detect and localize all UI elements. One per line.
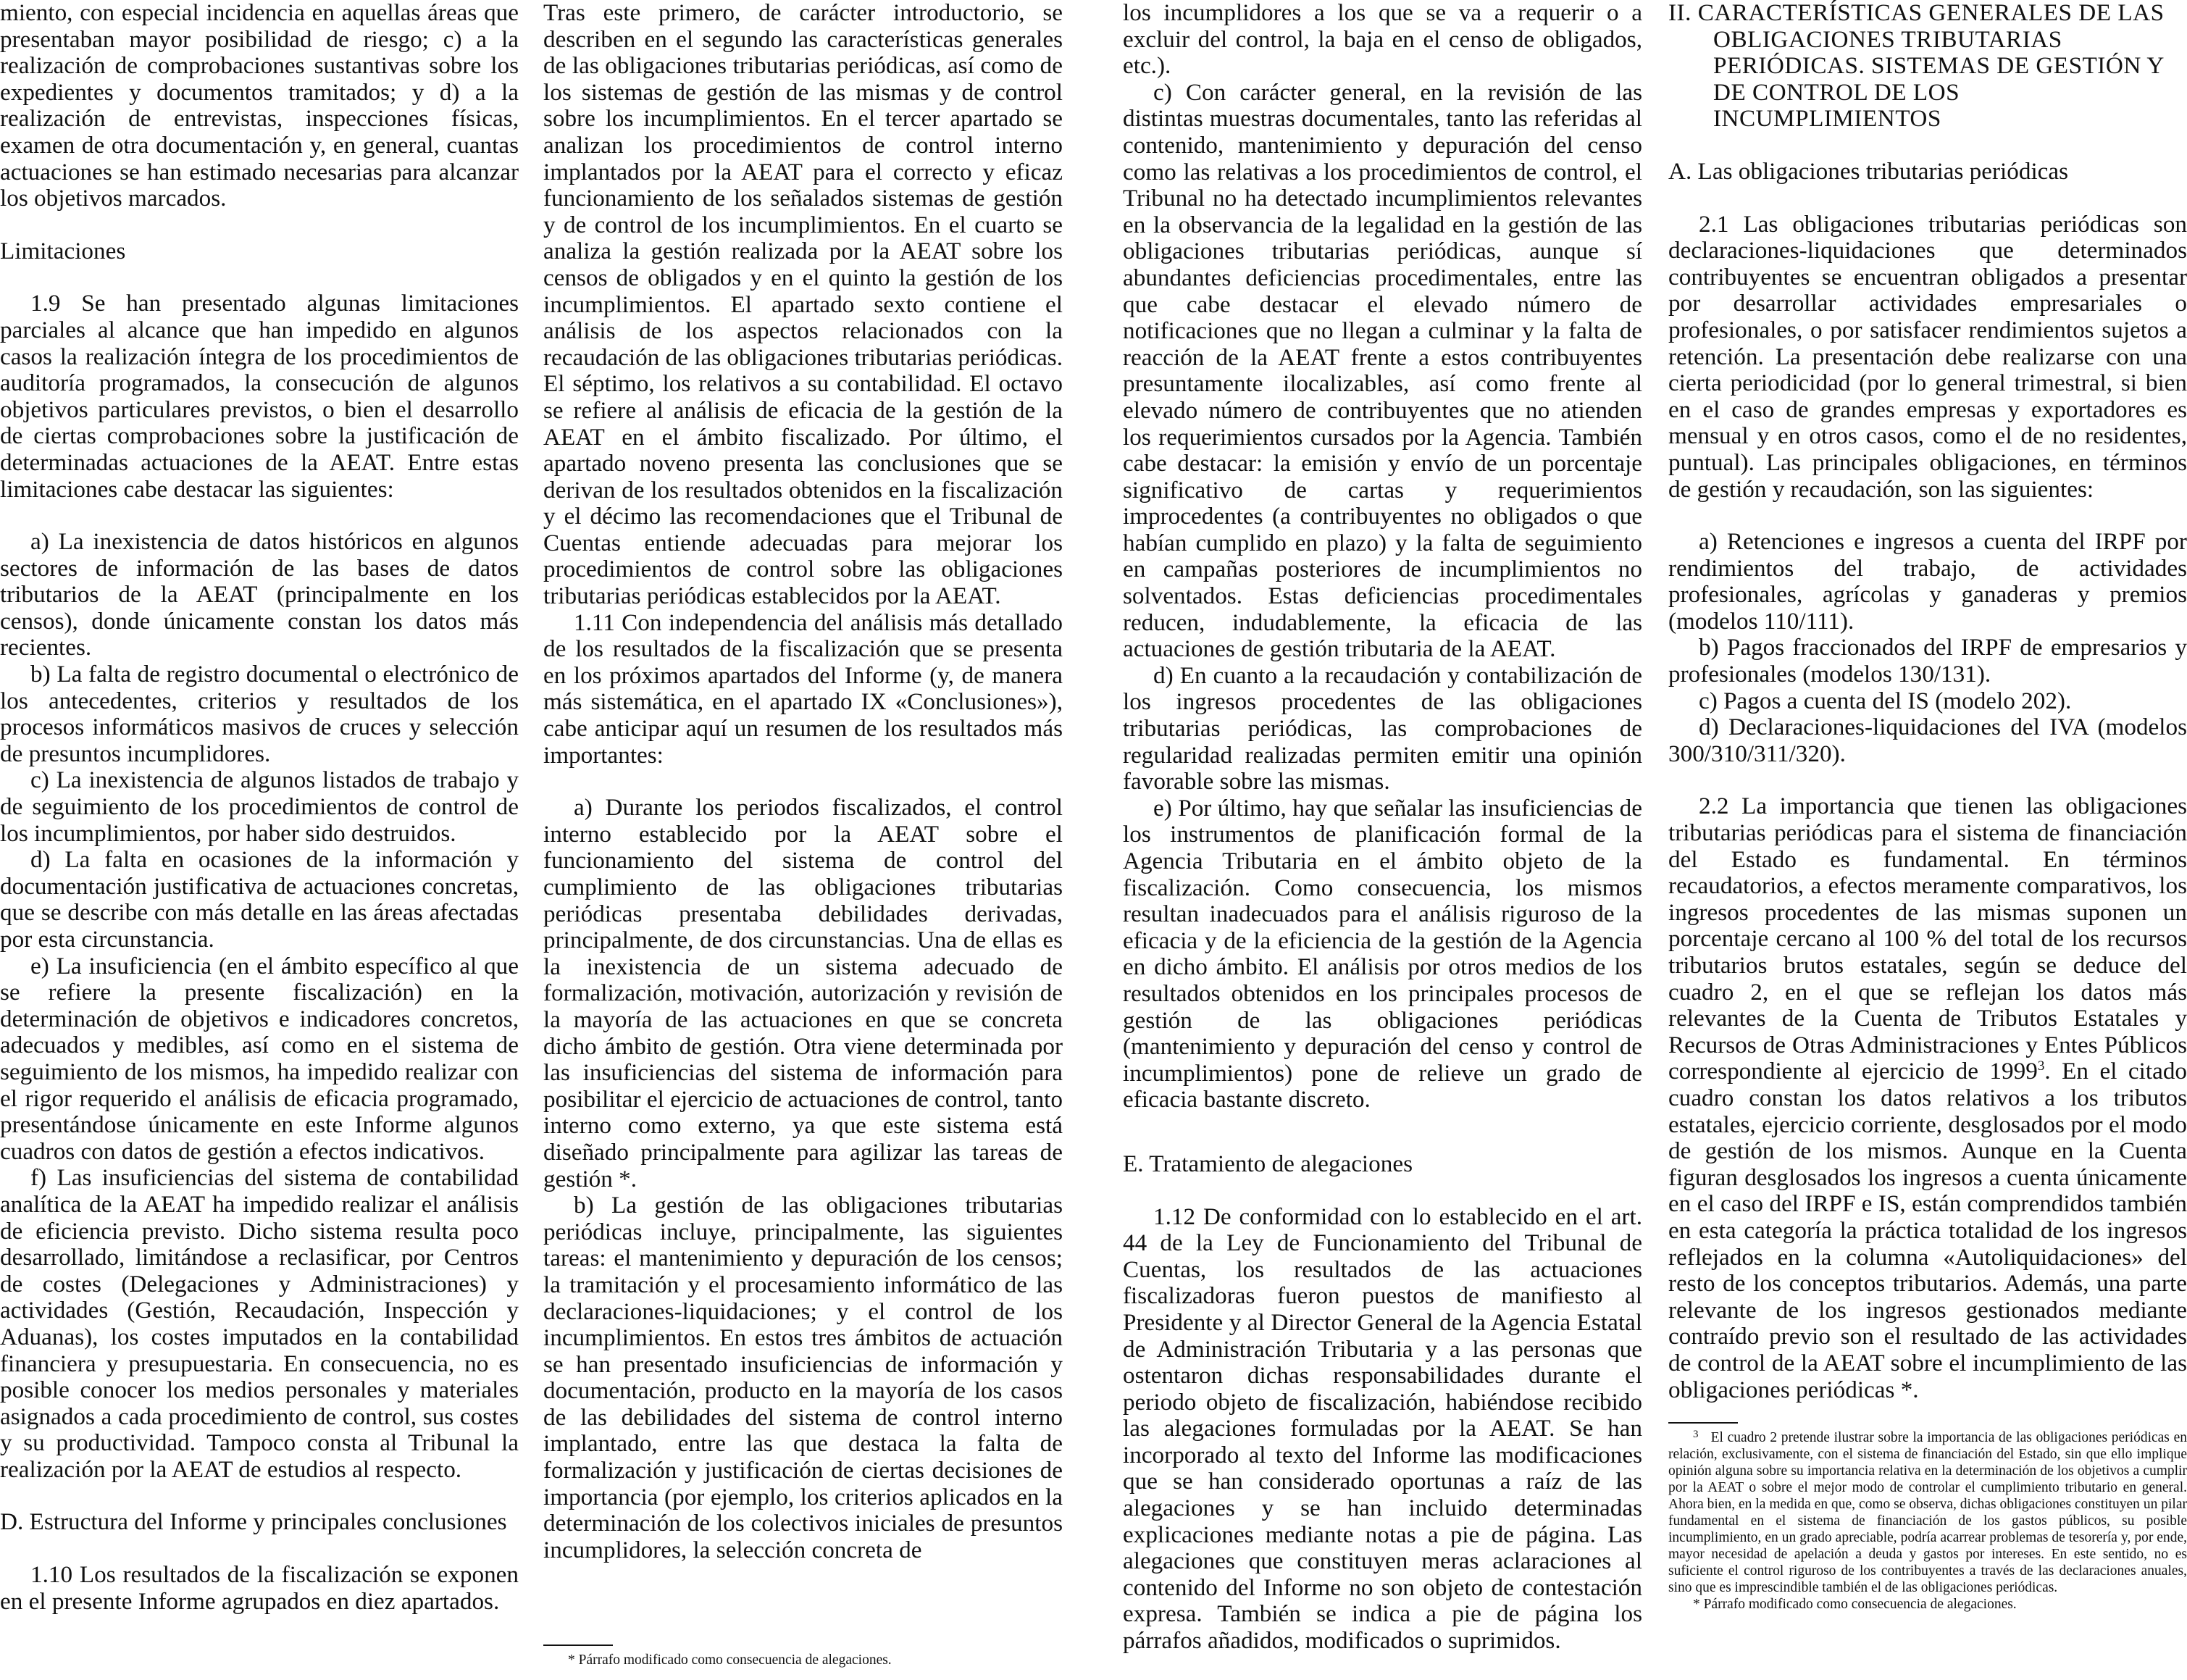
item-d: d) La falta en ocasiones de la información y documentación justificativa de actuaciones concretas, que se describe con más detalle en las áreas afectadas por esta circunstancia.	[0, 846, 519, 953]
footnote-ref-3[interactable]: 3	[2037, 1058, 2045, 1074]
footnote-rule	[543, 1645, 613, 1646]
paragraph-2-2-text-a: 2.2 La importancia que tienen las obligaciones tributarias periódicas para el sistema de financiación del Estado es fundamental. En términos recaudatorios, a efectos meramente comparativos, los ingresos procedentes de las mismas suponen un porcentaje cercano al 100 % del total de los recursos tributarios brutos estatales, según se deduce del cuadro 2, en el que se reflejan los datos más relevantes de la Cuenta de Tributos Estatales y Recursos de Otras Administraciones y Entes Públicos correspondiente al ejercicio de 1999	[1668, 793, 2187, 1085]
footnote-3-text: El cuadro 2 pretende ilustrar sobre la importancia de las obligaciones periódicas en relación, exclusivamente, con el sistema de financiación del Estado, sin que ello implique opinión alguna sobre su importancia relativa en la determinación de los objetivos a cumplir por la AEAT o sobre el mejor modo de controlar el cumplimiento tributario en general. Ahora bien, en la medida en que, como se observa, dichas obligaciones constituyen un pilar fundamental en el sistema de financiación de los gastos públicos, su posible incumplimiento, en un grado apreciable, podría acarrear problemas de tesorería y, por ende, mayor necesidad de apelación a deuda y gastos por intereses. En este sentido, no es suficiente el control riguroso de los contribuyentes a través de las declaraciones anuales, sino que es imprescindible también el de las obligaciones periódicas.	[1668, 1430, 2187, 1596]
footnote-area	[543, 1645, 1063, 1668]
footnote-3	[1668, 1429, 2187, 1596]
paragraph-continuation: los incumplidores a los que se va a requerir o a excluir del control, la baja en el censo de obligados, etc.).	[1123, 0, 1642, 80]
column-2	[543, 0, 1063, 1680]
paragraph-continuation: miento, con especial incidencia en aquellas áreas que presentaban mayor posibilidad de riesgo; c) a la realización de comprobaciones sustantivas sobre los expedientes y documentos tramitados; y d) a la realización de entrevistas, inspecciones físicas, examen de otra documentación y, en general, cuantas actuaciones se han estimado necesarias para alcanzar los objetivos marcados.	[0, 0, 519, 212]
column-1	[0, 0, 519, 1680]
paragraph-1-9: 1.9 Se han presentado algunas limitaciones parciales al alcance que han impedido en algunos casos la realización íntegra de los procedimientos de auditoría programados, la consecución de algunos objetivos particulares previstos, o bien el desarrollo de ciertas comprobaciones sobre la justificación de determinadas actuaciones de la AEAT. Entre estas limitaciones cabe destacar las siguientes:	[0, 290, 519, 503]
column-4	[1668, 0, 2187, 1680]
paragraph-2-2-text-b: . En el citado cuadro constan los datos relativos a los tributos estatales, ejercicio corriente, desglosados por el modo de gestión de los mismos. Aunque en la Cuenta figuran desglosados los ingresos a cuenta únicamente en el caso del IRPF e IS, están comprendidos también en esta categoría la práctica totalidad de los ingresos reflejados en la columna «Autoliquidaciones» del resto de los conceptos tributarios. Además, una parte relevante de los ingresos gestionados mediante contraído previo son el resultado de las actividades de control de la AEAT sobre el incumplimiento de las obligaciones periódicas *.	[1668, 1058, 2187, 1403]
item-b: b) La falta de registro documental o electrónico de los antecedentes, criterios y resultados de los procesos informáticos masivos de cruces y selección de presuntos incumplidores.	[0, 661, 519, 767]
footnote-area	[1668, 1422, 2187, 1613]
item-a: a) Retenciones e ingresos a cuenta del IRPF por rendimientos del trabajo, de actividades profesionales, agrícolas y ganaderas y premios (modelos 110/111).	[1668, 528, 2187, 635]
heading-section-e: E. Tratamiento de alegaciones	[1123, 1150, 1413, 1177]
item-d: d) En cuanto a la recaudación y contabilización de los ingresos procedentes de las obligaciones tributarias periódicas, las comprobaciones de regularidad realizadas permiten emitir una opinión favorable sobre las mismas.	[1123, 661, 1642, 795]
footnote-star: * Párrafo modificado como consecuencia de alegaciones.	[568, 1652, 892, 1668]
paragraph-2-1: 2.1 Las obligaciones tributarias periódicas son declaraciones-liquidaciones que determinados contribuyentes se encuentran obligados a presentar por desarrollar actividades empresariales o profesionales, o por satisfacer rendimientos sujetos a retención. La presentación debe realizarse con una cierta periodicidad (por lo general trimestral, si bien en el caso de grandes empresas y exportadores es mensual y en otros casos, como el de no residentes, puntual). Las principales obligaciones, en términos de gestión y recaudación, son las siguientes:	[1668, 210, 2187, 503]
heading-subsection-a: A. Las obligaciones tributarias periódicas	[1668, 157, 2069, 185]
item-c: c) Con carácter general, en la revisión de las distintas muestras documentales, tanto las referidas al contenido, mantenimiento y depuración del censo como las relativas a los procedimientos de control, el Tribunal no ha detectado incumplimientos relevantes en la observancia de la legalidad en la gestión de las obligaciones tributarias periódicas, aunque sí abundantes deficiencias procedimentales, entre las que cabe destacar el elevado número de notificaciones que no llegan a culminar y la falta de reacción de la AEAT frente a estos contribuyentes presuntamente ilocalizables, así como frente al elevado número de contribuyentes que no atienden los requerimientos cursados por la Agencia. También cabe destacar: la emisión y envío de un porcentaje significativo de cartas y requerimientos improcedentes (a contribuyentes no obligados o que habían cumplido en plazo) y la falta de seguimiento en campañas posteriores de incumplimientos no solventados. Estas deficiencias procedimentales reducen, indudablemente, la eficacia de las actuaciones de gestión tributaria de la AEAT.	[1123, 78, 1642, 663]
column-3	[1123, 0, 1642, 1680]
item-a: a) Durante los periodos fiscalizados, el control interno establecido por la AEAT sobre el funcionamiento del sistema de control del cumplimiento de las obligaciones tributarias periódicas presentaba debilidades derivadas, principalmente, de dos circunstancias. Una de ellas es la inexistencia de un sistema adecuado de formalización, motivación, autorización y revisión de la mayoría de las actuaciones en que se concreta dicho ámbito de gestión. Otra viene determinada por las insuficiencias del sistema de información para posibilitar el ejercicio de actuaciones de control, tanto interno como externo, ya que este sistema está diseñado principalmente para agilizar las tareas de gestión *.	[543, 794, 1063, 1192]
item-e: e) Por último, hay que señalar las insuficiencias de los instrumentos de planificación formal de la Agencia Tributaria en el ámbito objeto de la fiscalización. Como consecuencia, los mismos resultan inadecuados para el análisis riguroso de la eficacia y de la eficiencia de la gestión de la Agencia en dicho ámbito. El análisis por otros medios de los resultados obtenidos en los principales procesos de gestión de las obligaciones periódicas (mantenimiento y depuración del censo y control de incumplimientos) pone de relieve un grado de eficacia bastante discreto.	[1123, 794, 1642, 1113]
paragraph-1-10: 1.10 Los resultados de la fiscalización se exponen en el presente Informe agrupados en diez apartados.	[0, 1561, 519, 1615]
paragraph-continuation: Tras este primero, de carácter introductorio, se describen en el segundo las características generales de las obligaciones tributarias periódicas, así como de los sistemas de gestión de las mismas y de control sobre los incumplimientos. En el tercer apartado se analizan los procedimientos de control interno implantados por la AEAT para el correcto y eficaz funcionamiento de los señalados sistemas de gestión y de control de los incumplimientos. En el cuarto se analiza la gestión realizada por la AEAT sobre los censos de obligados y en el quinto la gestión de los incumplimientos. El apartado sexto contiene el análisis de los aspectos relacionados con la recaudación de las obligaciones tributarias periódicas. El séptimo, los relativos a su contabilidad. El octavo se refiere al análisis de eficacia de la gestión de la AEAT en el ámbito fiscalizado. Por último, el apartado noveno presenta las conclusiones que se derivan de los resultados obtenidos en la fiscalización y el décimo las recomendaciones que el Tribunal de Cuentas entiende adecuadas para mejorar los procedimientos de control sobre las obligaciones tributarias periódicas establecidos por la AEAT.	[543, 0, 1063, 610]
item-b: b) Pagos fraccionados del IRPF de empresarios y profesionales (modelos 130/131).	[1668, 634, 2187, 688]
paragraph-2-2	[1668, 793, 2187, 1403]
paragraph-1-12: 1.12 De conformidad con lo establecido en el art. 44 de la Ley de Funcionamiento del Tribunal de Cuentas, los resultados de las actuaciones fiscalizadoras fueron puestos de manifiesto al Presidente y al Director General de la Agencia Estatal de Administración Tributaria y a las personas que ostentaron dichas responsabilidades durante el periodo objeto de fiscalización, habiéndose recibido las alegaciones formuladas por la AEAT. Se han incorporado al texto del Informe las modificaciones que se han considerado oportunas a raíz de las alegaciones y se han incluido determinadas explicaciones mediante notas a pie de página. Las alegaciones que constituyen meras aclaraciones al contenido del Informe no son objeto de contestación expresa. También se indica a pie de página los párrafos añadidos, modificados o suprimidos.	[1123, 1203, 1642, 1655]
item-a: a) La inexistencia de datos históricos en algunos sectores de información de las bases de datos tributarios de la AEAT (principalmente en los censos), donde únicamente constan los datos más recientes.	[0, 528, 519, 661]
item-c: c) Pagos a cuenta del IS (modelo 202).	[1699, 687, 2072, 714]
item-b: b) La gestión de las obligaciones tributarias periódicas incluye, principalmente, las siguientes tareas: el mantenimiento y depuración de los censos; la tramitación y el procesamiento informático de las declaraciones-liquidaciones; y el control de los incumplimientos. En estos tres ámbitos de actuación se han presentado insuficiencias de información y documentación, producto en la mayoría de los casos de las debilidades del sistema de control interno implantado, entre las que destaca la falta de formalización y justificación de ciertas decisiones de importancia (por ejemplo, los criterios aplicados en la determinación de los colectivos iniciales de presuntos incumplidores, la selección concreta de	[543, 1192, 1063, 1563]
item-e: e) La insuficiencia (en el ámbito específico al que se refiere la presente fiscalización) en la determinación de objetivos e indicadores concretos, adecuados y medibles, así como en el sistema de seguimiento de los mismos, ha impedido realizar con el rigor requerido el análisis de eficacia programado, presentándose únicamente en este Informe algunos cuadros con datos de gestión a efectos indicativos.	[0, 952, 519, 1165]
item-d: d) Declaraciones-liquidaciones del IVA (modelos 300/310/311/320).	[1668, 714, 2187, 767]
footnote-rule	[1668, 1422, 1738, 1424]
heading-limitaciones: Limitaciones	[0, 237, 126, 264]
heading-section-d: D. Estructura del Informe y principales conclusiones	[0, 1508, 507, 1536]
heading-section-ii: II. CARACTERÍSTICAS GENERALES DE LAS OBLIGACIONES TRIBUTARIAS PERIÓDICAS. SISTEMAS DE GESTIÓN Y DE CONTROL DE LOS INCUMPLIMIENTOS	[1668, 0, 2165, 133]
footnote-star: * Párrafo modificado como consecuencia de alegaciones.	[1693, 1597, 2017, 1613]
footnote-3-number: 3	[1693, 1429, 1699, 1441]
item-f: f) Las insuficiencias del sistema de contabilidad analítica de la AEAT ha impedido realizar el análisis de eficiencia previsto. Dicho sistema resulta poco desarrollado, limitándose a reclasificar, por Centros de costes (Delegaciones y Administraciones) y actividades (Gestión, Recaudación, Inspección y Aduanas), los costes imputados en la contabilidad financiera y presupuestaria. En consecuencia, no es posible conocer los medios personales y materiales asignados a cada procedimiento de control, sus costes y su productividad. Tampoco consta al Tribunal la realización por la AEAT de estudios al respecto.	[0, 1164, 519, 1483]
item-c: c) La inexistencia de algunos listados de trabajo y de seguimiento de los procedimientos de control de los incumplimientos, por haber sido destruidos.	[0, 766, 519, 847]
paragraph-1-11: 1.11 Con independencia del análisis más detallado de los resultados de la fiscalización que se presenta en los próximos apartados del Informe (y, de manera más sistemática, en el apartado IX «Conclusiones»), cabe anticipar aquí un resumen de los resultados más importantes:	[543, 609, 1063, 769]
